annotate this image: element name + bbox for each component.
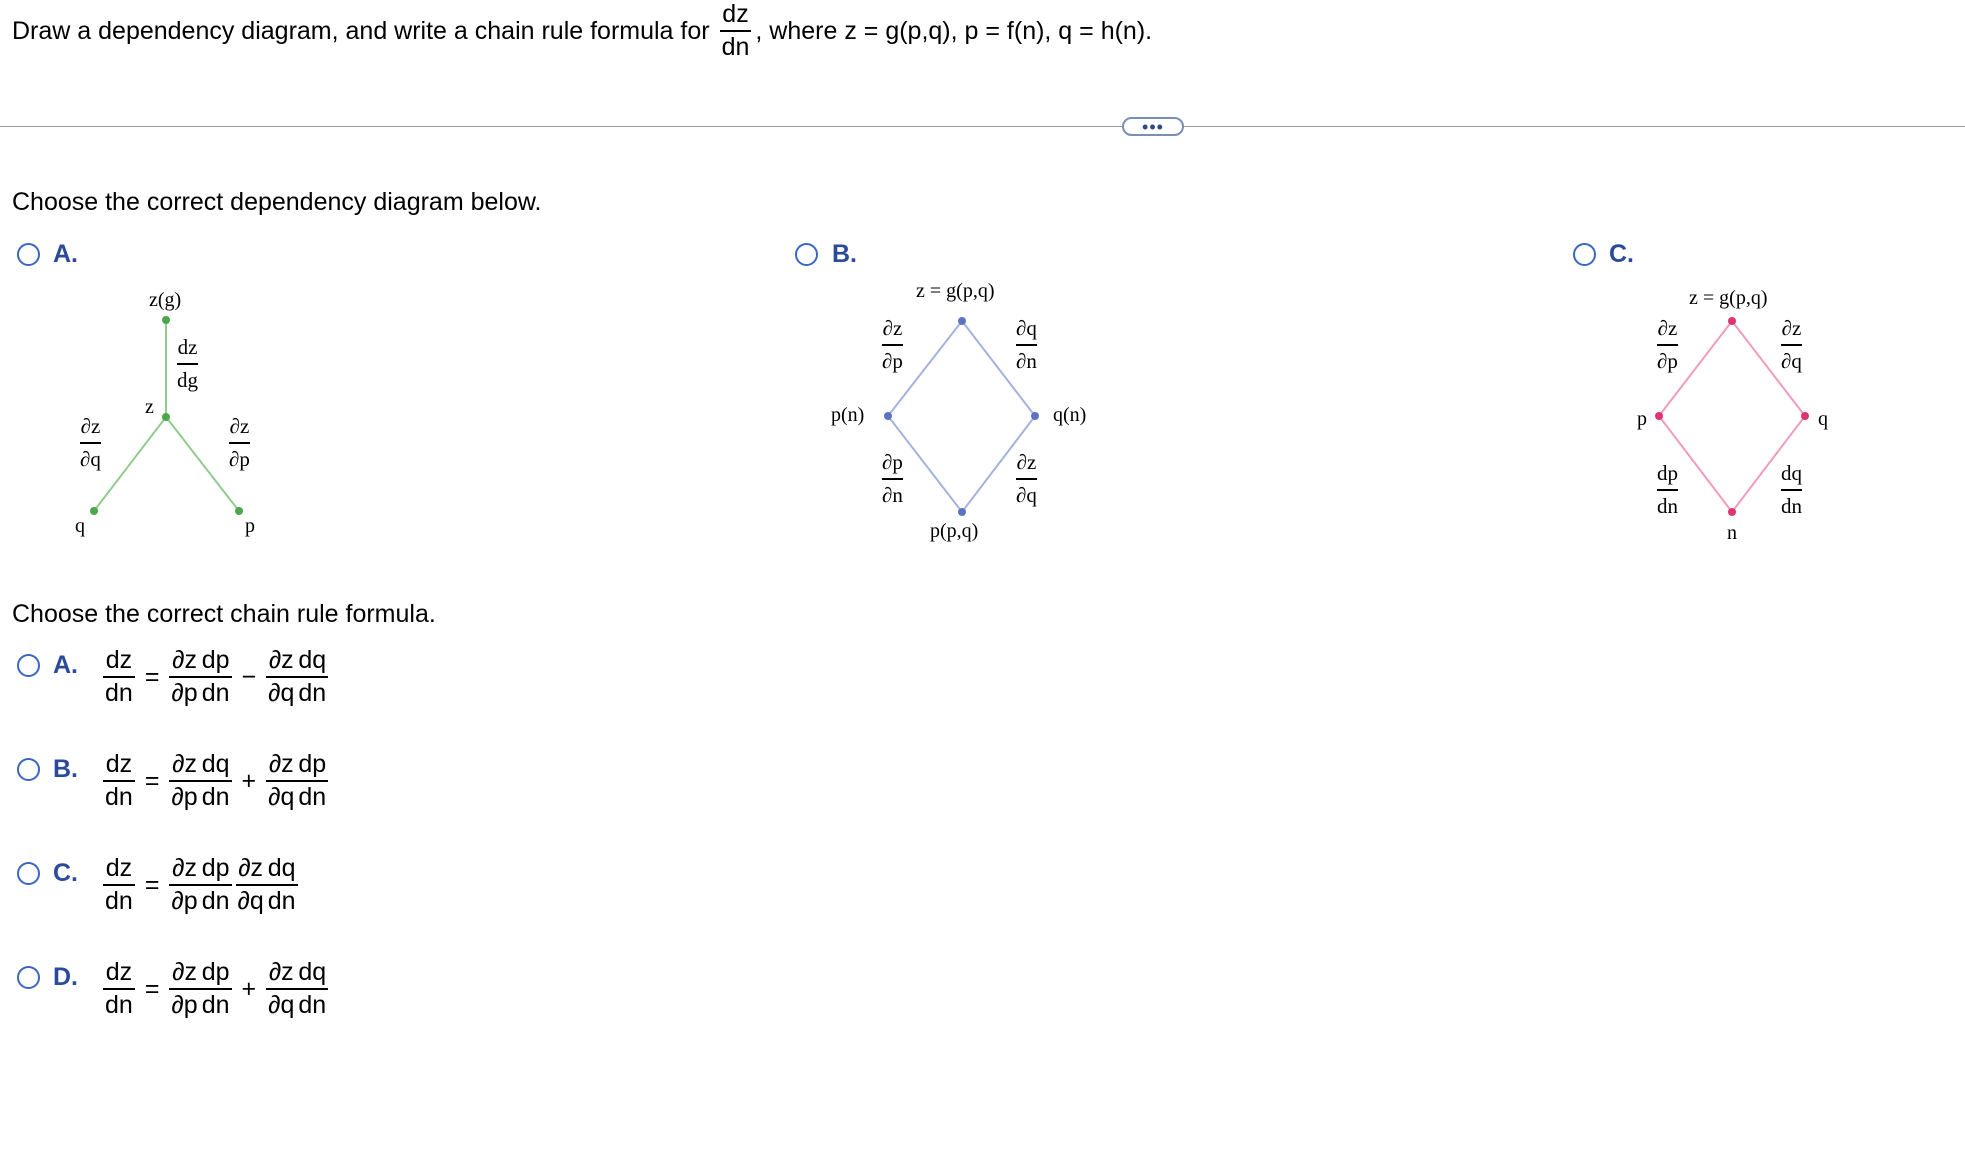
diagram-a-lines bbox=[0, 0, 300, 560]
equals-sign: = bbox=[144, 662, 160, 691]
lhs-fraction: $\frac{dz}{dn}$ bbox=[105, 958, 133, 1019]
diagram-prompt: Choose the correct dependency diagram below. bbox=[12, 188, 542, 216]
equals-sign: = bbox=[144, 974, 160, 1003]
diagram-b-top-label: z = g(p,q) bbox=[916, 280, 995, 302]
diagram-option-b-radio[interactable] bbox=[795, 243, 818, 266]
diagram-option-c-letter: C. bbox=[1609, 240, 1634, 268]
more-button[interactable]: ••• bbox=[1122, 117, 1184, 136]
diagram-option-b-letter: B. bbox=[832, 240, 857, 268]
diagram-a-left-edge-fraction: ∂z ∂q bbox=[80, 414, 101, 471]
diagram-b-upper-right-fraction: ∂q ∂n bbox=[1016, 316, 1037, 373]
diagram-c-upper-right-fraction: ∂z ∂q bbox=[1781, 316, 1802, 373]
derivative-fraction: $\frac{dq}{dn}$ bbox=[201, 750, 230, 811]
diagram-a-top-edge-fraction: dz dg bbox=[177, 335, 198, 392]
partial-fraction: $\frac{\partial z}{\partial p}$ bbox=[171, 646, 198, 707]
equals-sign: = bbox=[144, 766, 160, 795]
formula-prompt: Choose the correct chain rule formula. bbox=[12, 600, 436, 628]
diagram-c-upper-left-fraction: ∂z ∂p bbox=[1657, 316, 1678, 373]
lhs-fraction: $\frac{dz}{dn}$ bbox=[105, 646, 133, 707]
formula-option-a-radio[interactable] bbox=[17, 654, 40, 677]
diagram-c-top-label: z = g(p,q) bbox=[1689, 287, 1768, 309]
diagram-a-right-label: p bbox=[245, 515, 255, 537]
formula-option-b-radio[interactable] bbox=[17, 758, 40, 781]
derivative-fraction: $\frac{dp}{dn}$ bbox=[298, 750, 327, 811]
derivative-fraction: $\frac{dq}{dn}$ bbox=[298, 646, 327, 707]
diagram-c-left-label: p bbox=[1637, 408, 1647, 430]
lhs-fraction: $\frac{dz}{dn}$ bbox=[105, 854, 133, 915]
partial-fraction: $\frac{\partial z}{\partial q}$ bbox=[237, 854, 264, 915]
diagram-c-lower-right-fraction: dq dn bbox=[1781, 461, 1802, 518]
diagram-c-bottom-label: n bbox=[1727, 522, 1737, 544]
lhs-fraction: $\frac{dz}{dn}$ bbox=[105, 750, 133, 811]
diagram-b-lower-right-fraction: ∂z ∂q bbox=[1016, 450, 1037, 507]
formula-option-c-letter: C. bbox=[53, 859, 78, 887]
formula-option-d bbox=[103, 960, 328, 1018]
operator: − bbox=[241, 662, 257, 691]
diagram-c-right-label: q bbox=[1818, 408, 1828, 430]
formula-option-d-radio[interactable] bbox=[17, 966, 40, 989]
formula-option-a-letter: A. bbox=[53, 651, 78, 679]
partial-fraction: $\frac{\partial z}{\partial p}$ bbox=[171, 854, 198, 915]
partial-fraction: $\frac{\partial z}{\partial q}$ bbox=[268, 958, 295, 1019]
partial-fraction: $\frac{\partial z}{\partial q}$ bbox=[268, 750, 295, 811]
operator: + bbox=[241, 974, 257, 1003]
formula-option-b-letter: B. bbox=[53, 755, 78, 783]
formula-option-a bbox=[103, 648, 328, 706]
equals-sign: = bbox=[144, 870, 160, 899]
diagram-b-lower-left-fraction: ∂p ∂n bbox=[882, 450, 903, 507]
question-fraction: $\frac{dz}{dn}$ bbox=[721, 0, 750, 61]
operator: + bbox=[241, 766, 257, 795]
formula-option-c-radio[interactable] bbox=[17, 862, 40, 885]
formula-option-d-letter: D. bbox=[53, 963, 78, 991]
derivative-fraction: $\frac{dp}{dn}$ bbox=[201, 646, 230, 707]
question-suffix: , where z = g(p,q), p = f(n), q = h(n). bbox=[755, 16, 1153, 45]
diagram-b-upper-left-fraction: ∂z ∂p bbox=[882, 316, 903, 373]
diagram-a-left-label: q bbox=[75, 515, 85, 537]
partial-fraction: $\frac{\partial z}{\partial p}$ bbox=[171, 750, 198, 811]
diagram-option-c-radio[interactable] bbox=[1573, 243, 1596, 266]
partial-fraction: $\frac{\partial z}{\partial p}$ bbox=[171, 958, 198, 1019]
diagram-c-lower-left-fraction: dp dn bbox=[1657, 461, 1678, 518]
question-prefix: Draw a dependency diagram, and write a chain rule formula for bbox=[12, 16, 710, 45]
diagram-a-mid-label: z bbox=[145, 396, 154, 418]
diagram-b-right-label: q(n) bbox=[1053, 404, 1087, 426]
diagram-a-right-edge-fraction: ∂z ∂p bbox=[229, 414, 250, 471]
diagram-b-bottom-label: p(p,q) bbox=[930, 520, 979, 542]
derivative-fraction: $\frac{dp}{dn}$ bbox=[201, 958, 230, 1019]
formula-option-b bbox=[103, 752, 328, 810]
derivative-fraction: $\frac{dq}{dn}$ bbox=[298, 958, 327, 1019]
derivative-fraction: $\frac{dp}{dn}$ bbox=[201, 854, 230, 915]
partial-fraction: $\frac{\partial z}{\partial q}$ bbox=[268, 646, 295, 707]
diagram-b-left-label: p(n) bbox=[831, 404, 865, 426]
formula-option-c bbox=[103, 856, 298, 914]
diagram-option-a-letter: A. bbox=[53, 240, 78, 268]
derivative-fraction: $\frac{dq}{dn}$ bbox=[267, 854, 296, 915]
diagram-a-top-label: z(g) bbox=[149, 289, 182, 311]
